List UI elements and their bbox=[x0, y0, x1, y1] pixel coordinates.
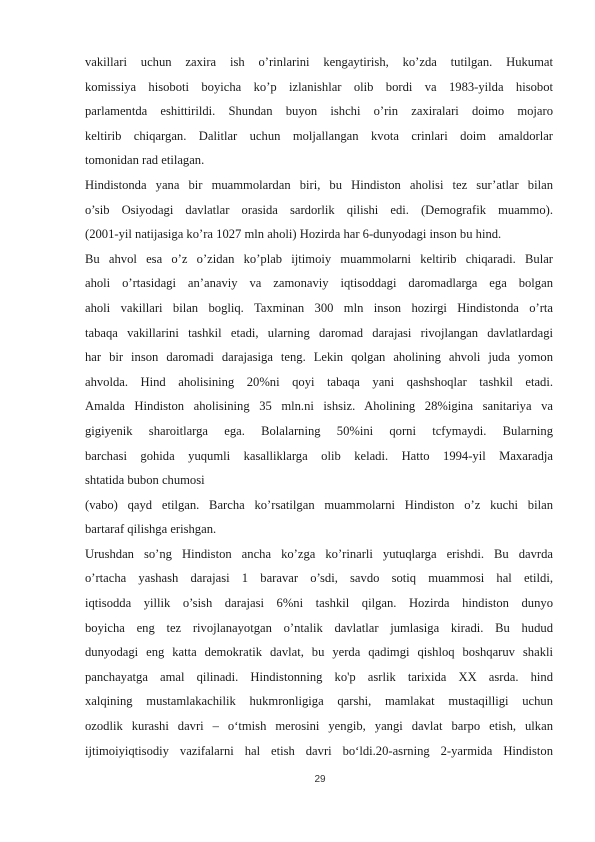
text-line: Amalda Hindiston aholisining 35 mln.ni ishsiz. Aholining 28%igina sanitariya va bbox=[85, 399, 553, 414]
text-line: aholi o’rtasidagi an’anaviy va zamonaviy iqtisoddagi daromadlarga ega bolgan bbox=[85, 276, 553, 291]
text-line: tomonidan rad etilagan. bbox=[85, 153, 205, 168]
text-line: komissiya hisoboti boyicha ko’p izlanishlar olib bordi va 1983-yilda hisobot bbox=[85, 79, 553, 94]
text-line: har bir inson daromadi darajasiga teng. Lekin qolgan aholining ahvoli juda yomon bbox=[85, 350, 553, 365]
text-line: boyicha eng tez rivojlanayotgan o’ntalik davlatlar jumlasiga kiradi. Bu hudud bbox=[85, 620, 553, 635]
text-line: gigiyenik sharoitlarga ega. Bolalarning 50%ini qorni tcfymaydi. Bularning bbox=[85, 423, 553, 438]
text-line: ahvolda. Hind aholisining 20%ni qoyi tabaqa yani qashshoqlar tashkil etadi. bbox=[85, 374, 553, 389]
text-line: parlamentda eshittirildi. Shundan buyon ishchi o’rin zaxiralari doimo mojaro bbox=[85, 104, 553, 119]
text-line: keltirib chiqargan. Dalitlar uchun moljallangan kvota crinlari doim amaldorlar bbox=[85, 128, 553, 143]
text-line: bartaraf qilishga erishgan. bbox=[85, 522, 217, 537]
text-line: xalqining mustamlakachilik hukmronligiga qarshi, mamlakat mustaqilligi uchun bbox=[85, 694, 553, 709]
page-number: 29 bbox=[314, 774, 326, 785]
text-line: o’sib Osiyodagi davlatlar orasida sardorlik qilishi edi. (Demografik muammo). bbox=[85, 202, 553, 217]
text-line: (vabo) qayd etilgan. Barcha ko’rsatilgan muammolarni Hindiston o’z kuchi bilan bbox=[85, 497, 553, 512]
text-line: barchasi gohida yuqumli kasalliklarga olib keladi. Hatto 1994-yil Maxaradja bbox=[85, 448, 553, 463]
text-line: tabaqa vakillarini tashkil etadi, ularning daromad darajasi rivojlangan davlatlardagi bbox=[85, 325, 553, 340]
text-line: (2001-yil natijasiga ko’ra 1027 mln aholi) Hozirda har 6-dunyodagi inson bu hind. bbox=[85, 227, 502, 242]
text-line: iqtisodda yillik o’sish darajasi 6%ni tashkil qilgan. Hozirda hindiston dunyo bbox=[85, 596, 553, 611]
text-line: ijtimoiyiqtisodiy vazifalarni hal etish davri bo‘ldi.20-asrning 2-yarmida Hindiston bbox=[85, 743, 553, 758]
text-line: shtatida bubon chumosi bbox=[85, 473, 205, 488]
text-line: Hindistonda yana bir muammolardan biri, bu Hindiston aholisi tez sur’atlar bilan bbox=[85, 177, 553, 192]
text-line: ozodlik kurashi davri – o‘tmish merosini yengib, yangi davlat barpo etish, ulkan bbox=[85, 719, 553, 734]
text-line: dunyodagi eng katta demokratik davlat, bu yerda qadimgi qishloq boshqaruv shakli bbox=[85, 645, 553, 660]
document-body bbox=[85, 50, 553, 763]
text-line: Urushdan so’ng Hindiston ancha ko’zga ko’rinarli yutuqlarga erishdi. Bu davrda bbox=[85, 546, 553, 561]
text-line: Bu ahvol esa o’z o’zidan ko’plab ijtimoiy muammolarni keltirib chiqaradi. Bular bbox=[85, 251, 553, 266]
text-line: vakillari uchun zaxira ish o’rinlarini kengaytirish, ko’zda tutilgan. Hukumat bbox=[85, 55, 553, 69]
text-line: panchayatga amal qilinadi. Hindistonning ko'p asrlik tarixida XX asrda. hind bbox=[85, 669, 553, 684]
text-line: o’rtacha yashash darajasi 1 baravar o’sdi, savdo sotiq muammosi hal etildi, bbox=[85, 571, 553, 586]
text-line: aholi vakillari bilan bogliq. Taxminan 300 mln inson hozirgi Hindistonda o’rta bbox=[85, 300, 553, 315]
